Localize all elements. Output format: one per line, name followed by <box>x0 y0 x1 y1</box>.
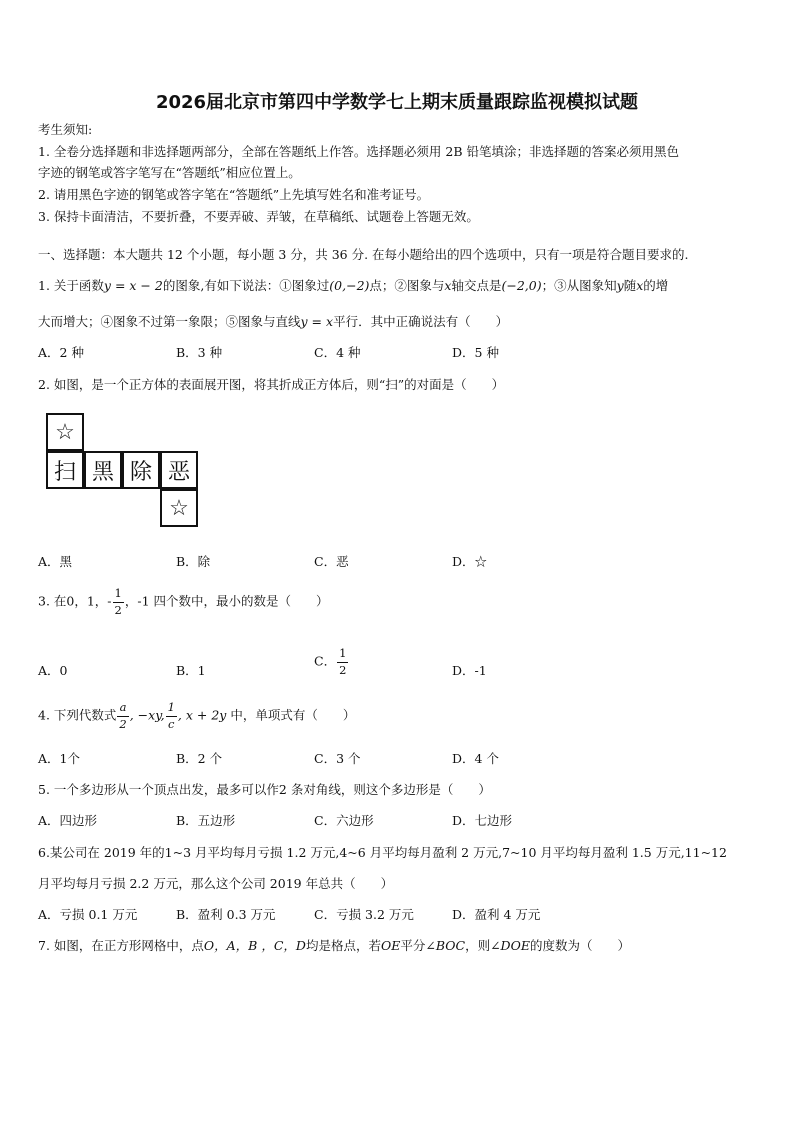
option-d[interactable]: D．☆ <box>452 554 488 569</box>
option-d[interactable]: D．-1 <box>452 663 487 678</box>
option-c[interactable]: C．六边形 <box>314 813 374 828</box>
notice-item-3: 3. 保持卡面清洁，不要折叠，不要弄破、弄皱，在草稿纸、试题卷上答题无效。 <box>38 209 479 224</box>
option-d[interactable]: D．5 种 <box>452 345 499 360</box>
option-b[interactable]: B．五边形 <box>176 813 236 828</box>
option-c[interactable]: C．4 种 <box>314 345 361 360</box>
fraction-a-over-2: $\frac{a}{2}$ <box>119 700 127 731</box>
fraction-1-over-c: $\frac{1}{c}$ <box>167 700 175 731</box>
option-a[interactable]: A．四边形 <box>38 813 98 828</box>
question-7: 7. 如图，在正方形网格中，点O，A，B ，C，D均是格点，若OE平分∠BOC，则∠DOE的度数为（ ） <box>38 938 630 953</box>
net-cell-sao: 扫 <box>46 451 84 489</box>
question-1: 1. 关于函数y = x − 2的图象,有如下说法：①图象过(0,−2)点；②图象与x轴交点是(−2,0)；③从图象知y随x的增 <box>38 278 669 293</box>
option-d[interactable]: D．盈利 4 万元 <box>452 907 541 922</box>
option-c[interactable]: C．亏损 3.2 万元 <box>314 907 414 922</box>
question-1-cont: 大而增大；④图象不过第一象限；⑤图象与直线y = x平行．其中正确说法有（ ） <box>38 314 509 329</box>
question-5: 5. 一个多边形从一个顶点出发，最多可以作2 条对角线，则这个多边形是（ ） <box>38 782 491 797</box>
option-c[interactable]: C．3 个 <box>314 751 361 766</box>
net-cell-chu: 除 <box>122 451 160 489</box>
fraction-half: $\frac{1}{2}$ <box>114 586 122 617</box>
option-a[interactable]: A．黑 <box>38 554 73 569</box>
option-a[interactable]: A．0 <box>38 663 68 678</box>
question-6: 6.某公司在 2019 年的1~3 月平均每月亏损 1.2 万元,4~6 月平均每月盈利 2 万元,7~10 月平均每月盈利 1.5 万元,11~12 <box>38 845 727 860</box>
option-a[interactable]: A．1个 <box>38 751 80 766</box>
option-a[interactable]: A．2 种 <box>38 345 84 360</box>
option-b[interactable]: B．盈利 0.3 万元 <box>176 907 276 922</box>
option-b[interactable]: B．1 <box>176 663 206 678</box>
option-d[interactable]: D．七边形 <box>452 813 513 828</box>
net-cell-star-top: ☆ <box>46 413 84 451</box>
fraction-half: $\frac{1}{2}$ <box>339 646 347 677</box>
option-a[interactable]: A．亏损 0.1 万元 <box>38 907 138 922</box>
net-cell-e: 恶 <box>160 451 198 489</box>
net-cell-hei: 黑 <box>84 451 122 489</box>
section-heading: 一、选择题：本大题共 12 个小题，每小题 3 分，共 36 分. 在每小题给出的四个选项中，只有一项是符合题目要求的. <box>38 247 689 262</box>
notice-item-1: 1. 全卷分选择题和非选择题两部分，全部在答题纸上作答。选择题必须用 2B 铅笔填涂；非选择题的答案必须用黑色 <box>38 144 679 159</box>
question-4: 4. 下列代数式 $\frac{a}{2}$ , −xy, $\frac{1}{c}$ , x + 2y 中，单项式有（ ） <box>38 700 356 731</box>
net-cell-star-bottom: ☆ <box>160 489 198 527</box>
page-title: 2026届北京市第四中学数学七上期末质量跟踪监视模拟试题 <box>155 92 639 113</box>
option-c[interactable]: C． $\frac{1}{2}$ <box>314 646 347 677</box>
option-b[interactable]: B．除 <box>176 554 211 569</box>
question-3: 3. 在0，1，- $\frac{1}{2}$ ，-1 四个数中，最小的数是（ ） <box>38 586 329 617</box>
option-d[interactable]: D．4 个 <box>452 751 499 766</box>
question-6-cont: 月平均每月亏损 2.2 万元，那么这个公司 2019 年总共（ ） <box>38 876 394 891</box>
notice-item-1-cont: 字迹的钢笔或答字笔写在“答题纸”相应位置上。 <box>38 165 301 180</box>
option-b[interactable]: B．3 种 <box>176 345 223 360</box>
question-2: 2. 如图，是一个正方体的表面展开图，将其折成正方体后，则“扫”的对面是（ ） <box>38 377 505 392</box>
notice-heading: 考生须知: <box>38 122 93 137</box>
option-b[interactable]: B．2 个 <box>176 751 223 766</box>
option-c[interactable]: C．恶 <box>314 554 349 569</box>
notice-item-2: 2. 请用黑色字迹的钢笔或答字笔在“答题纸”上先填写姓名和准考证号。 <box>38 187 430 202</box>
